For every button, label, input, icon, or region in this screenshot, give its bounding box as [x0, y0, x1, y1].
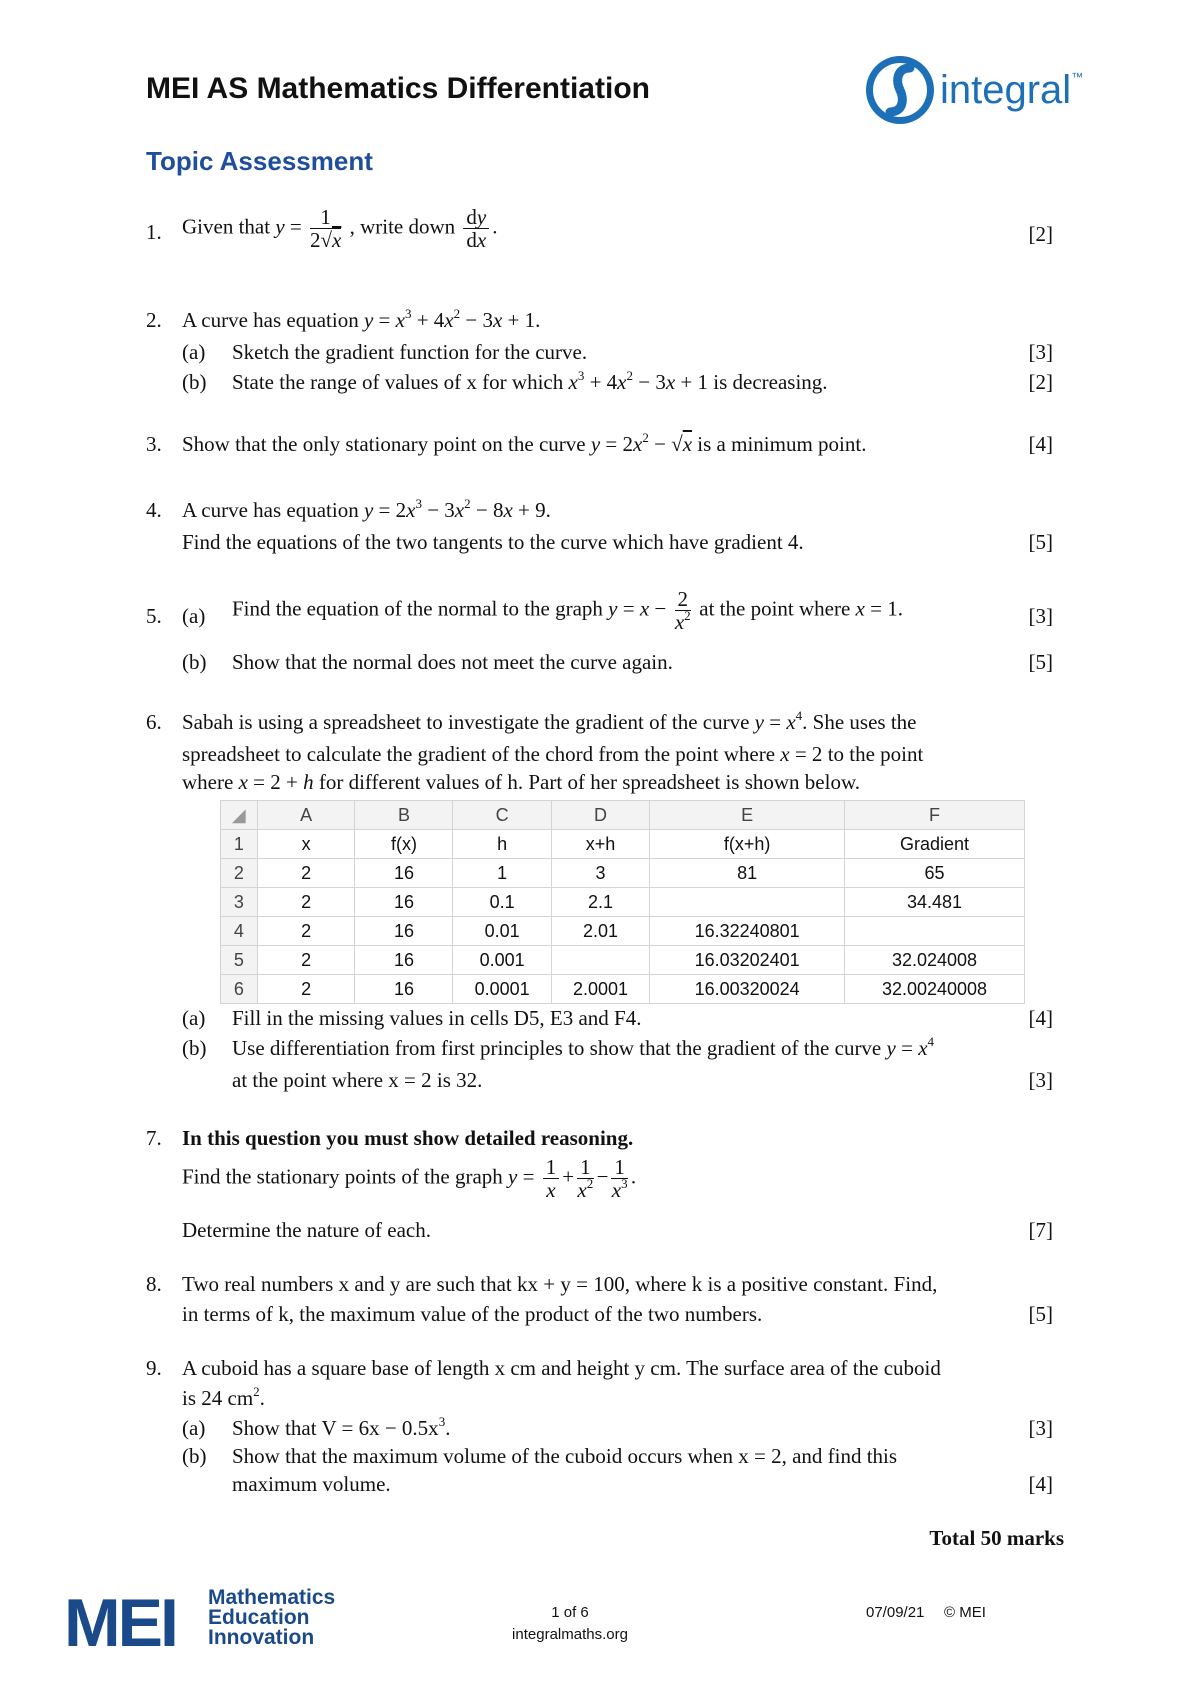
q9a-label: (a): [182, 1416, 206, 1440]
q6a-marks: [4]: [1028, 1006, 1053, 1030]
q6-line3-pre: where: [182, 770, 234, 794]
q6-line1-text: Sabah is using a spreadsheet to investigate the gradient of the curve: [182, 710, 750, 734]
q9a-lead: Show that V = 6x − 0.5x: [232, 1416, 439, 1440]
cell-d5: [551, 946, 649, 975]
q5a-text: Find the equation of the normal to the graph y = x − $\frac{2}{x^2}$ at the point where x = 1.: [232, 587, 903, 634]
mei-line1: Mathematics: [208, 1586, 336, 1609]
cell-e3: [650, 888, 845, 917]
cell: 1: [453, 859, 551, 888]
q7-lead: Find the stationary points of the graph: [182, 1164, 503, 1189]
q5a-marks: [3]: [1028, 604, 1053, 628]
section-heading: Topic Assessment: [146, 146, 373, 176]
logo-trademark: ™: [1071, 70, 1084, 84]
table-row: [221, 888, 1025, 917]
cell: 2: [257, 859, 355, 888]
column-header: B: [355, 801, 453, 830]
q5b-text: Show that the normal does not meet the curve again.: [232, 650, 673, 674]
cell: x+h: [551, 830, 649, 859]
q7-line3: Determine the nature of each.: [182, 1218, 431, 1242]
cell: 0.0001: [453, 975, 551, 1004]
q6b-line2: at the point where x = 2 is 32.: [232, 1068, 483, 1092]
q9b-line2: maximum volume.: [232, 1472, 391, 1496]
spreadsheet-column-header-row: [221, 801, 1025, 830]
q6-line2-post: to the point: [827, 742, 924, 766]
q2a-text: Sketch the gradient function for the curve.: [232, 340, 588, 364]
q6-line1-post: . She uses the: [802, 710, 917, 734]
cell: 16: [355, 859, 453, 888]
q6a-text: Fill in the missing values in cells D5, E3 and F4.: [232, 1006, 642, 1030]
select-all-corner: ◢: [221, 801, 258, 830]
cell: f(x+h): [650, 830, 845, 859]
copyright: © MEI: [944, 1604, 986, 1621]
cell: h: [453, 830, 551, 859]
q1-marks: [2]: [1028, 222, 1053, 246]
cell: 16: [355, 917, 453, 946]
q1-fraction: $\frac{1}{2√x}$: [309, 205, 342, 252]
q8-number: 8.: [146, 1272, 162, 1296]
column-header: D: [551, 801, 649, 830]
q9-line2-text: is 24 cm: [182, 1386, 254, 1410]
cell-f4: [844, 917, 1024, 946]
q6-line2-text: spreadsheet to calculate the gradient of the chord from the point where: [182, 742, 776, 766]
q5a-lead: Find the equation of the normal to the graph: [232, 596, 603, 621]
cell: 2.01: [551, 917, 649, 946]
q6-line2: spreadsheet to calculate the gradient of the chord from the point where x = 2 to the point: [182, 742, 924, 766]
cell: Gradient: [844, 830, 1024, 859]
q2-text: A curve has equation $y = x^3 + 4x^2 - 3x + 1$.: [182, 306, 541, 332]
cell: 0.1: [453, 888, 551, 917]
q6-line3: where x = 2 + h for different values of h. Part of her spreadsheet is shown below.: [182, 770, 861, 794]
column-header: C: [453, 801, 551, 830]
cell: 34.481: [844, 888, 1024, 917]
cell: 81: [650, 859, 845, 888]
q1-text: Given that y = $\frac{1}{2√x}$ , write down $\frac{dy}{dx}$ .: [182, 205, 498, 252]
cell: 16.32240801: [650, 917, 845, 946]
q1-pre: Given that: [182, 214, 271, 239]
table-row: [221, 946, 1025, 975]
q9-line1: A cuboid has a square base of length x cm and height y cm. The surface area of the cuboid: [182, 1356, 941, 1380]
mei-line3: Innovation: [208, 1626, 315, 1649]
q2b-label: (b): [182, 370, 207, 394]
cell: 65: [844, 859, 1024, 888]
q9b-label: (b): [182, 1444, 207, 1468]
cell: 16: [355, 975, 453, 1004]
cell: 0.01: [453, 917, 551, 946]
mei-logo-letters: MEI: [64, 1585, 176, 1661]
total-marks: Total 50 marks: [929, 1526, 1064, 1550]
q8-marks: [5]: [1028, 1302, 1053, 1326]
row-header: 3: [221, 888, 258, 917]
q6b-text: Use differentiation from first principles to show that the gradient of the curve $y = x^4$: [232, 1034, 935, 1060]
table-row: [221, 830, 1025, 859]
q8-line1: Two real numbers x and y are such that kx + y = 100, where k is a positive constant. Find,: [182, 1272, 938, 1296]
row-header: 2: [221, 859, 258, 888]
q5a-label: (a): [182, 604, 206, 628]
logo-word: integral: [940, 68, 1072, 112]
q6-line1: Sabah is using a spreadsheet to investigate the gradient of the curve $y = x^4$. She uses the: [182, 708, 917, 734]
cell: f(x): [355, 830, 453, 859]
table-row: [221, 917, 1025, 946]
q9-number: 9.: [146, 1356, 162, 1380]
q1-post: , write down: [349, 214, 456, 239]
q6b-lead: Use differentiation from first principles to show that the gradient of the curve: [232, 1036, 882, 1060]
q2b-text: State the range of values of x for which $x^3 + 4x^2 - 3x + 1$ is decreasing.: [232, 368, 828, 394]
cell: 0.001: [453, 946, 551, 975]
table-row: [221, 859, 1025, 888]
q7-instruction: In this question you must show detailed reasoning.: [182, 1126, 634, 1150]
q6-number: 6.: [146, 710, 162, 734]
column-header: A: [257, 801, 355, 830]
q2a-label: (a): [182, 340, 206, 364]
cell: 16: [355, 946, 453, 975]
q4-number: 4.: [146, 498, 162, 522]
cell: 16.00320024: [650, 975, 845, 1004]
q9a-marks: [3]: [1028, 1416, 1053, 1440]
q4-lead: A curve has equation: [182, 498, 359, 522]
table-row: [221, 975, 1025, 1004]
q4-line2: Find the equations of the two tangents to the curve which have gradient 4.: [182, 530, 804, 554]
q7-line2: Find the stationary points of the graph y = $\frac{1}{x}$ + $\frac{1}{x^2}$ − $\frac{1}{x^3}$ .: [182, 1155, 637, 1202]
q5-number: 5.: [146, 604, 162, 628]
q5b-label: (b): [182, 650, 207, 674]
cell: 32.024008: [844, 946, 1024, 975]
website: integralmaths.org: [512, 1626, 628, 1643]
q9b-text: Show that the maximum volume of the cuboid occurs when x = 2, and find this: [232, 1444, 898, 1468]
q4-text: A curve has equation $y = 2x^3 - 3x^2 - 8x + 9$.: [182, 496, 551, 522]
q5b-marks: [5]: [1028, 650, 1053, 674]
q7-number: 7.: [146, 1126, 162, 1150]
q6b-marks: [3]: [1028, 1068, 1053, 1092]
q3-lead: Show that the only stationary point on the curve: [182, 432, 586, 456]
q2-lead: A curve has equation: [182, 308, 359, 332]
q3-number: 3.: [146, 432, 162, 456]
row-header: 5: [221, 946, 258, 975]
q9b-marks: [4]: [1028, 1472, 1053, 1496]
document-title: MEI AS Mathematics Differentiation: [146, 72, 650, 105]
q6a-label: (a): [182, 1006, 206, 1030]
cell: 2: [257, 975, 355, 1004]
cell: 2.1: [551, 888, 649, 917]
q3-marks: [4]: [1028, 432, 1053, 456]
q7-marks: [7]: [1028, 1218, 1053, 1242]
q2b-post: is decreasing.: [713, 370, 828, 394]
cell: 3: [551, 859, 649, 888]
q2b-lead: State the range of values of x for which: [232, 370, 564, 394]
cell: 16.03202401: [650, 946, 845, 975]
q6b-label: (b): [182, 1036, 207, 1060]
column-header: F: [844, 801, 1024, 830]
cell: 2.0001: [551, 975, 649, 1004]
cell: 32.00240008: [844, 975, 1024, 1004]
cell: 2: [257, 946, 355, 975]
row-header: 4: [221, 917, 258, 946]
column-header: E: [650, 801, 845, 830]
q3-post: is a minimum point.: [697, 432, 867, 456]
mei-logo-text: [208, 1588, 335, 1648]
q2-number: 2.: [146, 308, 162, 332]
q9a-text: Show that $V = 6x - 0.5x^3$.: [232, 1414, 451, 1440]
date: 07/09/21: [866, 1604, 925, 1621]
q8-line2: in terms of k, the maximum value of the product of the two numbers.: [182, 1302, 763, 1326]
cell: x: [257, 830, 355, 859]
q2b-marks: [2]: [1028, 370, 1053, 394]
spreadsheet: [220, 800, 1025, 1004]
q9-line2: is 24 $cm^2$.: [182, 1384, 265, 1410]
row-header: 6: [221, 975, 258, 1004]
q2a-marks: [3]: [1028, 340, 1053, 364]
cell: 2: [257, 888, 355, 917]
q3-text: Show that the only stationary point on the curve $y = 2x^2 - √x$ is a minimum point.: [182, 430, 867, 456]
q6-line3-post: for different values of h. Part of her spreadsheet is shown below.: [318, 770, 861, 794]
row-header: 1: [221, 830, 258, 859]
cell: 16: [355, 888, 453, 917]
mei-line2: Education: [208, 1606, 310, 1629]
cell: 2: [257, 917, 355, 946]
integral-logo-text: [940, 68, 1083, 113]
q1-number: 1.: [146, 220, 162, 244]
q5a-post: at the point where: [699, 596, 851, 621]
page-number: 1 of 6: [551, 1604, 589, 1621]
q4-marks: [5]: [1028, 530, 1053, 554]
